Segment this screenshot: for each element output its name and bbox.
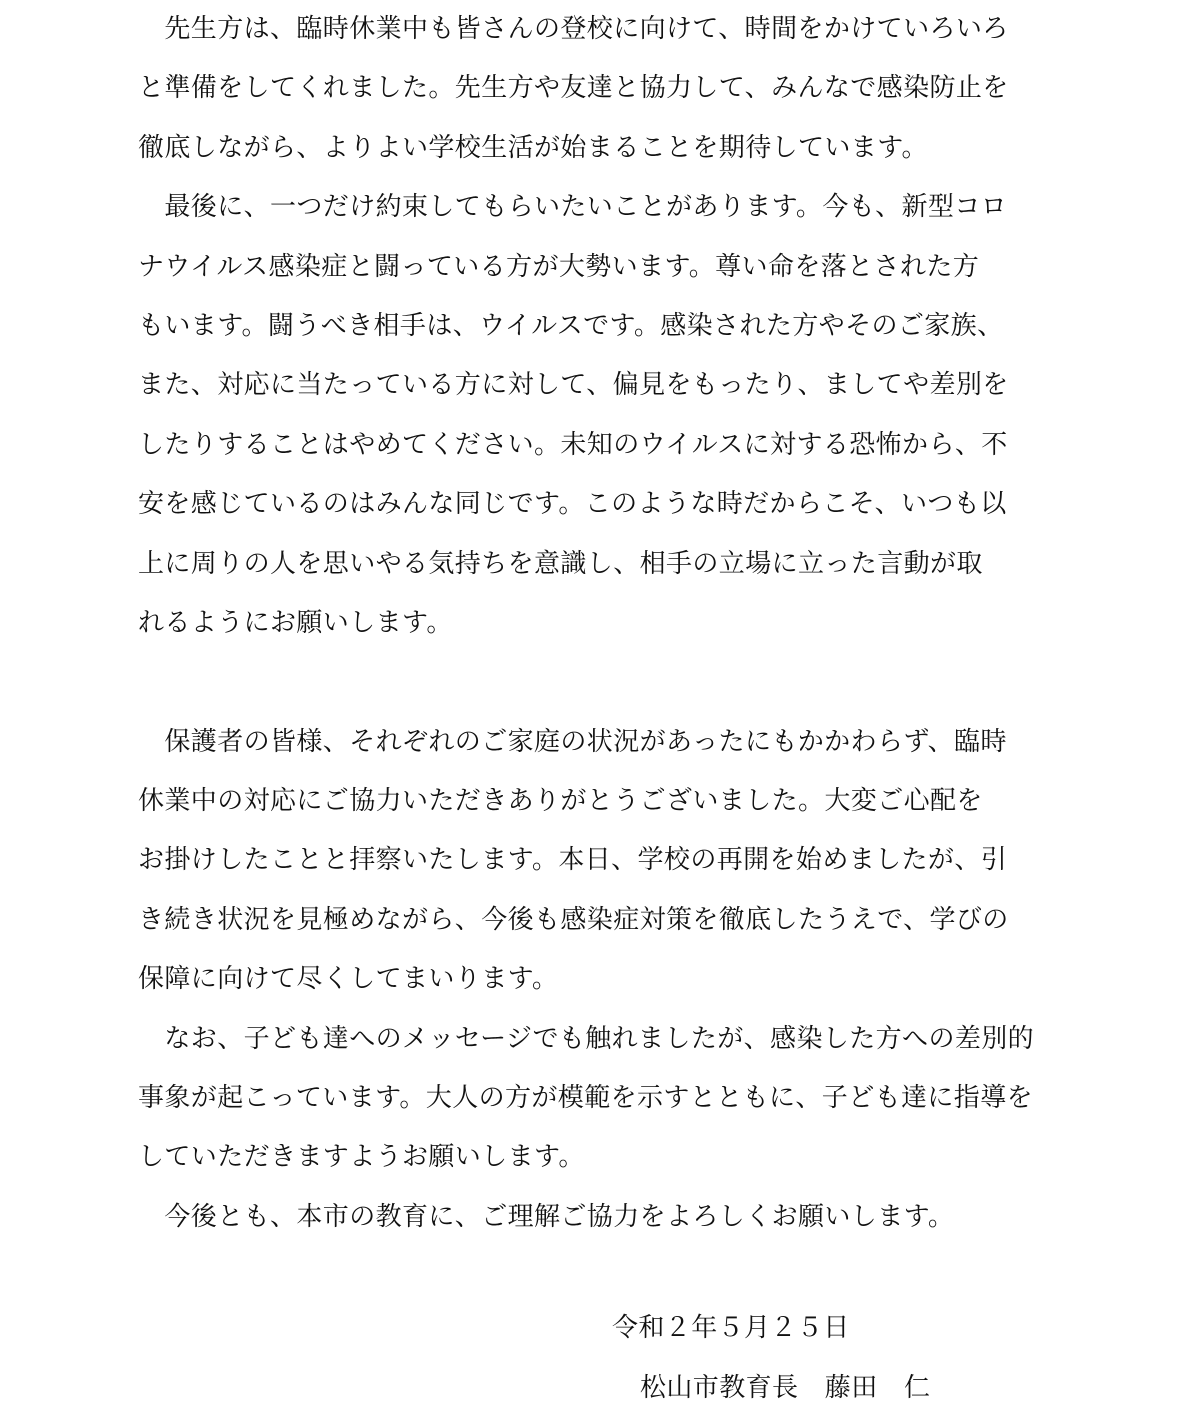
body-line: また、対応に当たっている方に対して、偏見をもったり、ましてや差別を (138, 370, 1009, 401)
body-line: もいます。闘うべき相手は、ウイルスです。感染された方やそのご家族、 (138, 310, 1004, 341)
letter-date: 令和２年５月２５日 (612, 1313, 850, 1343)
blank-line (138, 653, 1042, 712)
body-line: れるようにお願いします。 (138, 607, 453, 638)
letter-signature: 松山市教育長 藤田 仁 (640, 1373, 931, 1403)
body-line: していただきますようお願いします。 (138, 1142, 585, 1173)
body-line: 上に周りの人を思いやる気持ちを意識し、相手の立場に立った言動が取 (138, 548, 983, 579)
body-line: 安を感じているのはみんな同じです。このような時だからこそ、いつも以 (138, 489, 1007, 520)
body-line: 休業中の対応にご協力いただきありがとうございました。大変ご心配を (138, 786, 983, 817)
body-line: 最後に、一つだけ約束してもらいたいことがあります。今も、新型コロ (138, 192, 1008, 223)
body-line: 保障に向けて尽くしてまいります。 (138, 964, 559, 995)
body-line: したりすることはやめてください。未知のウイルスに対する恐怖から、不 (138, 429, 1008, 460)
body-line: 徹底しながら、よりよい学校生活が始まることを期待しています。 (138, 132, 928, 163)
body-line: なお、子ども達へのメッセージでも触れましたが、感染した方への差別的 (138, 1023, 1035, 1054)
body-line: 事象が起こっています。大人の方が模範を示すとともに、子ども達に指導を (138, 1083, 1034, 1114)
body-line: と準備をしてくれました。先生方や友達と協力して、みんなで感染防止を (138, 73, 1009, 104)
body-line: お掛けしたことと拝察いたします。本日、学校の再開を始めましたが、引 (138, 845, 1008, 876)
body-line: 先生方は、臨時休業中も皆さんの登校に向けて、時間をかけていろいろ (138, 14, 1009, 44)
body-line: き続き状況を見極めながら、今後も感染症対策を徹底したうえで、学びの (138, 904, 1009, 935)
body-line: 保護者の皆様、それぞれのご家庭の状況があったにもかかわらず、臨時 (138, 726, 1007, 757)
body-line: 今後とも、本市の教育に、ご理解ご協力をよろしくお願いします。 (138, 1201, 955, 1232)
body-line: ナウイルス感染症と闘っている方が大勢います。尊い命を落とされた方 (138, 251, 980, 282)
letter-body (138, 0, 1042, 1247)
